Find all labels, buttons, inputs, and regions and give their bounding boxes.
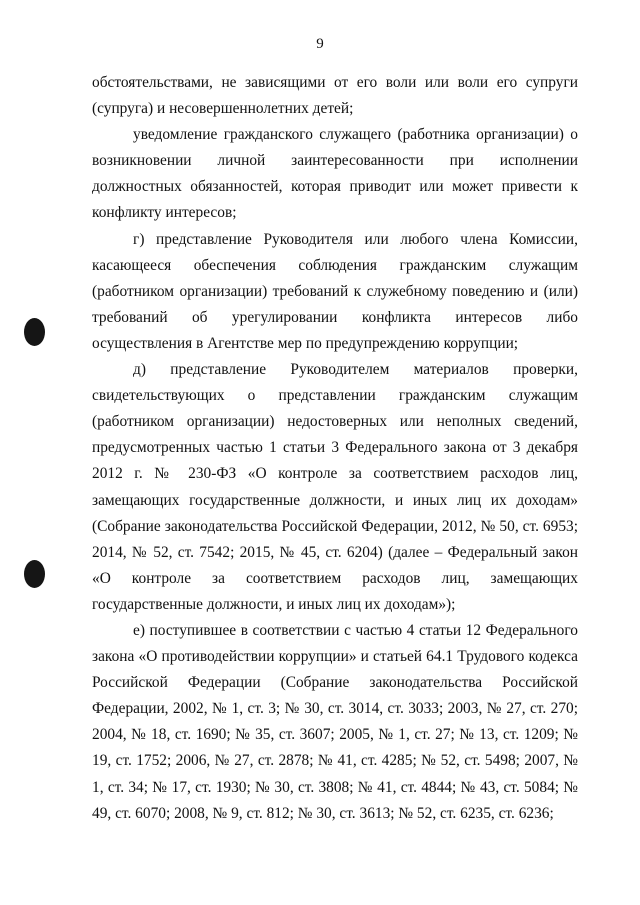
- punch-hole-mark: [24, 560, 45, 588]
- page-number: 9: [316, 36, 324, 52]
- paragraph-continuation: обстоятельствами, не зависящими от его воли или воли его супруги (супруга) и несовершеннолетних детей;: [92, 74, 578, 118]
- punch-hole-mark: [24, 318, 45, 346]
- paragraph-item-d: д) представление Руководителем материалов проверки, свидетельствующих о представлении гражданским служащим (работником организации) недостоверных или неполных сведений, предусмотренных частью 1 статьи 3 Федерального закона от 3 декабря 2012 г. № 230-ФЗ «О контроле за соответствием расходов лиц, замещающих государственные должности, и иных лиц их доходам» (Собрание законодательства Российской Федерации, 2012, № 50, ст. 6953; 2014, № 52, ст. 7542; 2015, № 45, ст. 6204) (далее – Федеральный закон «О контроле за соответствием расходов лиц, замещающих государственные должности, и иных лиц их доходам»);: [92, 361, 578, 613]
- paragraph-notification: уведомление гражданского служащего (работника организации) о возникновении личной заинтересованности при исполнении должностных обязанностей, которая приводит или может привести к конфликту интересов;: [92, 126, 578, 222]
- paragraph-item-e: е) поступившее в соответствии с частью 4 статьи 12 Федерального закона «О противодействии коррупции» и статьей 64.1 Трудового кодекса Российской Федерации (Собрание законодательства Российской Федерации, 2002, № 1, ст. 3; № 30, ст. 3014, ст. 3033; 2003, № 27, ст. 270; 2004, № 18, ст. 1690; № 35, ст. 3607; 2005, № 1, ст. 27; № 13, ст. 1209; № 19, ст. 1752; 2006, № 27, ст. 2878; № 41, ст. 4285; № 52, ст. 5498; 2007, № 1, ст. 34; № 17, ст. 1930; № 30, ст. 3808; № 41, ст. 4844; № 43, ст. 5084; № 49, ст. 6070; 2008, № 9, ст. 812; № 30, ст. 3613; № 52, ст. 6235, ст. 6236;: [92, 621, 578, 822]
- paragraph-item-g: г) представление Руководителя или любого члена Комиссии, касающееся обеспечения соблюдения гражданским служащим (работником организации) требований к служебному поведению и (или) требований об урегулировании конфликта интересов либо осуществления в Агентстве мер по предупреждению коррупции;: [92, 230, 578, 352]
- document-body: [92, 70, 578, 827]
